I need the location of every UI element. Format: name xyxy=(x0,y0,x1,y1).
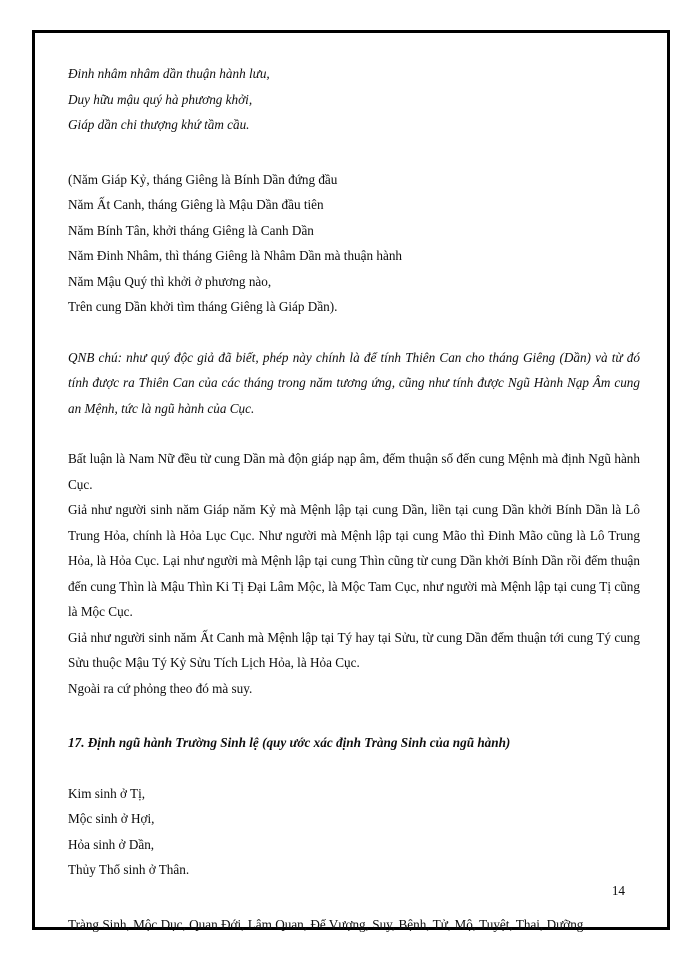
element-line-hoa: Hỏa sinh ở Dần, xyxy=(68,836,155,852)
translation-line-3: Năm Bính Tân, khởi tháng Giêng là Canh Dần xyxy=(68,222,314,238)
element-line-moc: Mộc sinh ở Hợi, xyxy=(68,811,155,826)
spacer xyxy=(68,701,640,730)
translation-line-1: (Năm Giáp Kỷ, tháng Giêng là Bính Dần đứng đầu xyxy=(68,171,338,187)
qnb-note-paragraph: QNB chú: như quý độc giả đã biết, phép này chính là để tính Thiên Can cho tháng Giêng (Dần) và từ đó tính được ra Thiên Can của các tháng trong năm tương ứng, cũng như tính được Ngũ Hành Nạp Âm cung an Mệnh, tức là ngũ hành của Cục. xyxy=(68,349,640,416)
verse-block xyxy=(68,61,640,138)
verse-line-2: Duy hữu mậu quý hà phương khởi, xyxy=(68,91,253,107)
twelve-stages-line: Tràng Sinh, Mộc Dục, Quan Đới, Lâm Quan, Đế Vượng, Suy, Bệnh, Tử, Mộ, Tuyệt, Thai, Dưỡng. xyxy=(68,916,587,932)
translation-block xyxy=(68,167,640,320)
body-paragraph-4: Ngoài ra cứ phỏng theo đó mà suy. xyxy=(68,680,253,696)
body-paragraph-3: Giả như người sinh năm Ất Canh mà Mệnh lập tại Tý hay tại Sửu, từ cung Dần đếm thuận tới cung Tý cung Sửu thuộc Mậu Tý Kỷ Sửu Tích Lịch Hỏa, là Hỏa Cục. xyxy=(68,629,640,670)
translation-line-2: Năm Ất Canh, tháng Giêng là Mậu Dần đầu tiên xyxy=(68,197,324,212)
verse-line-1: Đinh nhâm nhâm dần thuận hành lưu, xyxy=(68,66,270,81)
spacer xyxy=(68,421,640,446)
section-heading-17: 17. Định ngũ hành Trường Sinh lệ (quy ước xác định Tràng Sinh của ngũ hành) xyxy=(68,735,511,750)
page-number: 14 xyxy=(611,883,625,898)
element-line-thuy-tho: Thủy Thổ sinh ở Thân. xyxy=(68,862,190,877)
spacer xyxy=(68,883,640,912)
document-content xyxy=(68,61,640,937)
translation-line-5: Năm Mậu Quý thì khởi ở phương nào, xyxy=(68,273,272,289)
body-paragraph-1: Bất luận là Nam Nữ đều từ cung Dần mà độn giáp nạp âm, đếm thuận số đến cung Mệnh mà định Ngũ hành Cục. xyxy=(68,451,640,492)
translation-line-6: Trên cung Dần khởi tìm tháng Giêng là Giáp Dần). xyxy=(68,299,338,314)
page-border-frame xyxy=(32,30,670,930)
body-paragraph-2: Giả như người sinh năm Giáp năm Kỷ mà Mệnh lập tại cung Dần, liền tại cung Dần khởi Bính Dần là Lô Trung Hỏa, chính là Hỏa Lục Cục. Như người mà Mệnh lập tại cung Mão thì Đinh Mão cũng là Lô Trung Hỏa, là Hỏa Cục. Lại như người mà Mệnh lập tại cung Thìn cũng từ cung Dần khởi Bính Dần rồi đếm thuận đến cung Thìn là Mậu Thìn Ki Tị Đại Lâm Mộc, là Mộc Tam Cục, như người mà Mệnh lập tại cung Tị cũng là Mộc Cục. xyxy=(68,502,640,619)
element-birth-list xyxy=(68,781,640,883)
spacer xyxy=(68,138,640,167)
translation-line-4: Năm Đinh Nhâm, thì tháng Giêng là Nhâm Dần mà thuận hành xyxy=(68,248,403,263)
spacer xyxy=(68,320,640,345)
verse-line-3: Giáp dần chi thượng khứ tầm cầu. xyxy=(68,117,250,132)
spacer xyxy=(68,756,640,781)
element-line-kim: Kim sinh ở Tị, xyxy=(68,785,146,801)
